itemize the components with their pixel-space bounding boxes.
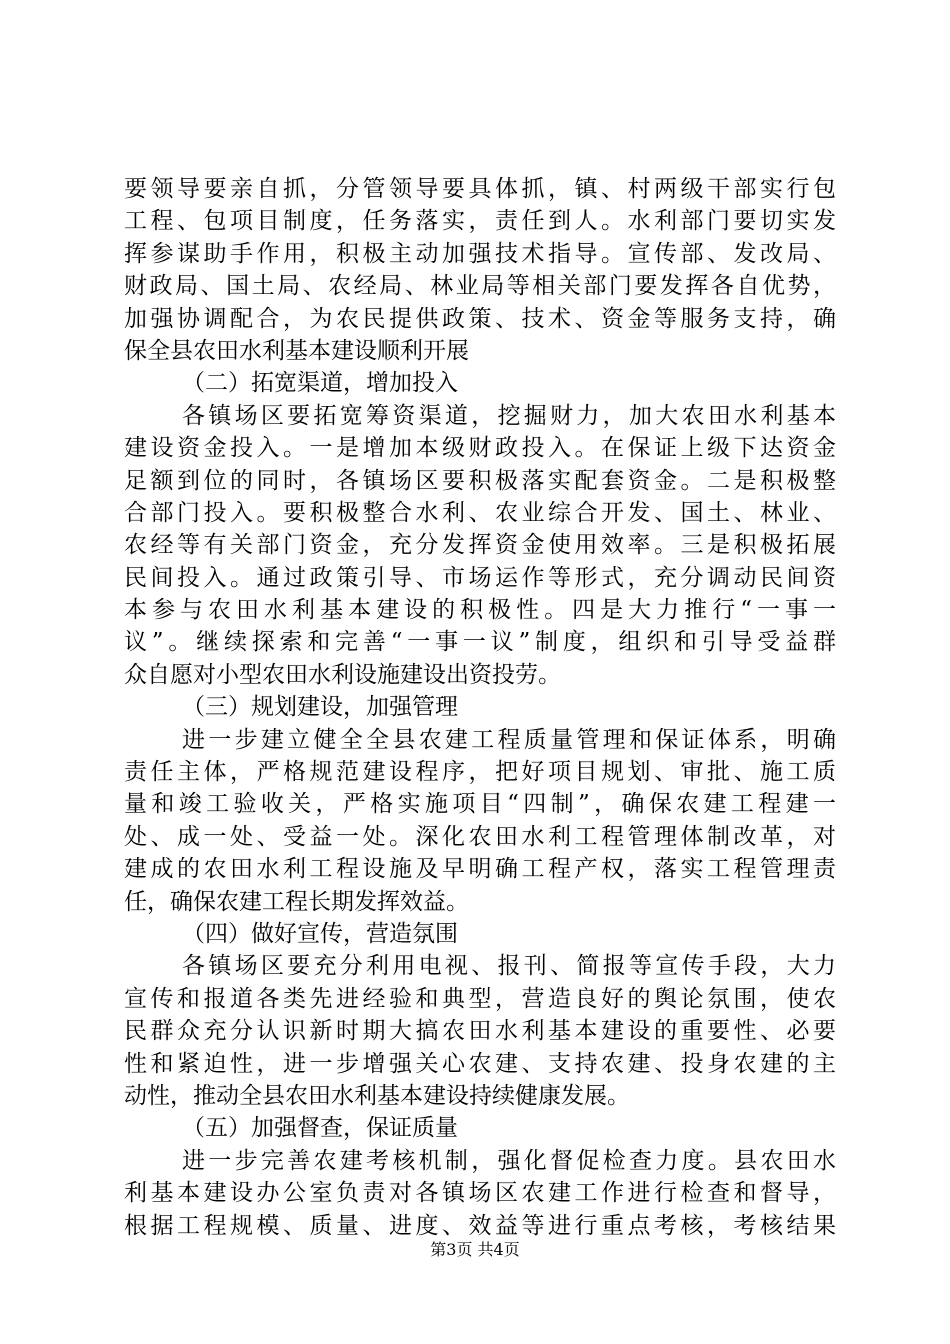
text-line: 足额到位的同时，各镇场区要积极落实配套资金。二是积极整	[124, 467, 836, 494]
text-line: 进一步建立健全全县农建工程质量管理和保证体系，明确	[182, 726, 836, 753]
text-line: 根据工程规模、质量、进度、效益等进行重点考核，考核结果	[124, 1212, 836, 1239]
text-line: 民群众充分认识新时期大搞农田水利基本建设的重要性、必要	[124, 1018, 836, 1045]
section-heading: （五）加强督查，保证质量	[182, 1115, 458, 1142]
text-line: 利基本建设办公室负责对各镇场区农建工作进行检查和督导，	[124, 1180, 836, 1207]
text-line: 保全县农田水利基本建设顺利开展	[124, 337, 469, 364]
text-line: 各镇场区要拓宽筹资渠道，挖掘财力，加大农田水利基本	[182, 402, 836, 429]
text-line: 处、成一处、受益一处。深化农田水利工程管理体制改革，对	[124, 823, 836, 850]
text-line: 建设资金投入。一是增加本级财政投入。在保证上级下达资金	[124, 435, 836, 462]
text-line: 量和竣工验收关，严格实施项目“四制”，确保农建工程建一	[124, 791, 836, 818]
text-line: 宣传和报道各类先进经验和典型，营造良好的舆论氛围，使农	[124, 985, 836, 1012]
text-line: 挥参谋助手作用，积极主动加强技术指导。宣传部、发改局、	[124, 240, 836, 267]
text-line: 众自愿对小型农田水利设施建设出资投劳。	[124, 661, 561, 688]
document-body	[124, 173, 836, 1242]
text-line: 要领导要亲自抓，分管领导要具体抓，镇、村两级干部实行包	[124, 176, 836, 202]
text-line: 任，确保农建工程长期发挥效益。	[124, 888, 469, 915]
text-line: 动性，推动全县农田水利基本建设持续健康发展。	[124, 1082, 630, 1109]
section-heading: （三）规划建设，加强管理	[182, 694, 458, 721]
text-line: 性和紧迫性，进一步增强关心农建、支持农建、投身农建的主	[124, 1050, 836, 1077]
text-line: 进一步完善农建考核机制，强化督促检查力度。县农田水	[182, 1147, 836, 1174]
text-line: 责任主体，严格规范建设程序，把好项目规划、审批、施工质	[124, 759, 836, 786]
text-line: 合部门投入。要积极整合水利、农业综合开发、国土、林业、	[124, 499, 836, 526]
text-line: 财政局、国土局、农经局、林业局等相关部门要发挥各自优势，	[124, 273, 836, 300]
section-heading: （四）做好宣传，营造氛围	[182, 920, 458, 947]
text-line: 建成的农田水利工程设施及早明确工程产权，落实工程管理责	[124, 856, 836, 883]
text-line: 议”。继续探索和完善“一事一议”制度，组织和引导受益群	[124, 629, 836, 656]
text-line: 各镇场区要充分利用电视、报刊、简报等宣传手段，大力	[182, 953, 836, 980]
page-footer: 第3页 共4页	[430, 1240, 520, 1259]
text-line: 本参与农田水利基本建设的积极性。四是大力推行“一事一	[124, 597, 836, 624]
text-line: 工程、包项目制度，任务落实，责任到人。水利部门要切实发	[124, 208, 836, 235]
section-heading: （二）拓宽渠道，增加投入	[182, 370, 458, 397]
text-line: 加强协调配合，为农民提供政策、技术、资金等服务支持，确	[124, 305, 836, 332]
text-line: 民间投入。通过政策引导、市场运作等形式，充分调动民间资	[124, 564, 836, 591]
text-line: 农经等有关部门资金，充分发挥资金使用效率。三是积极拓展	[124, 532, 836, 559]
